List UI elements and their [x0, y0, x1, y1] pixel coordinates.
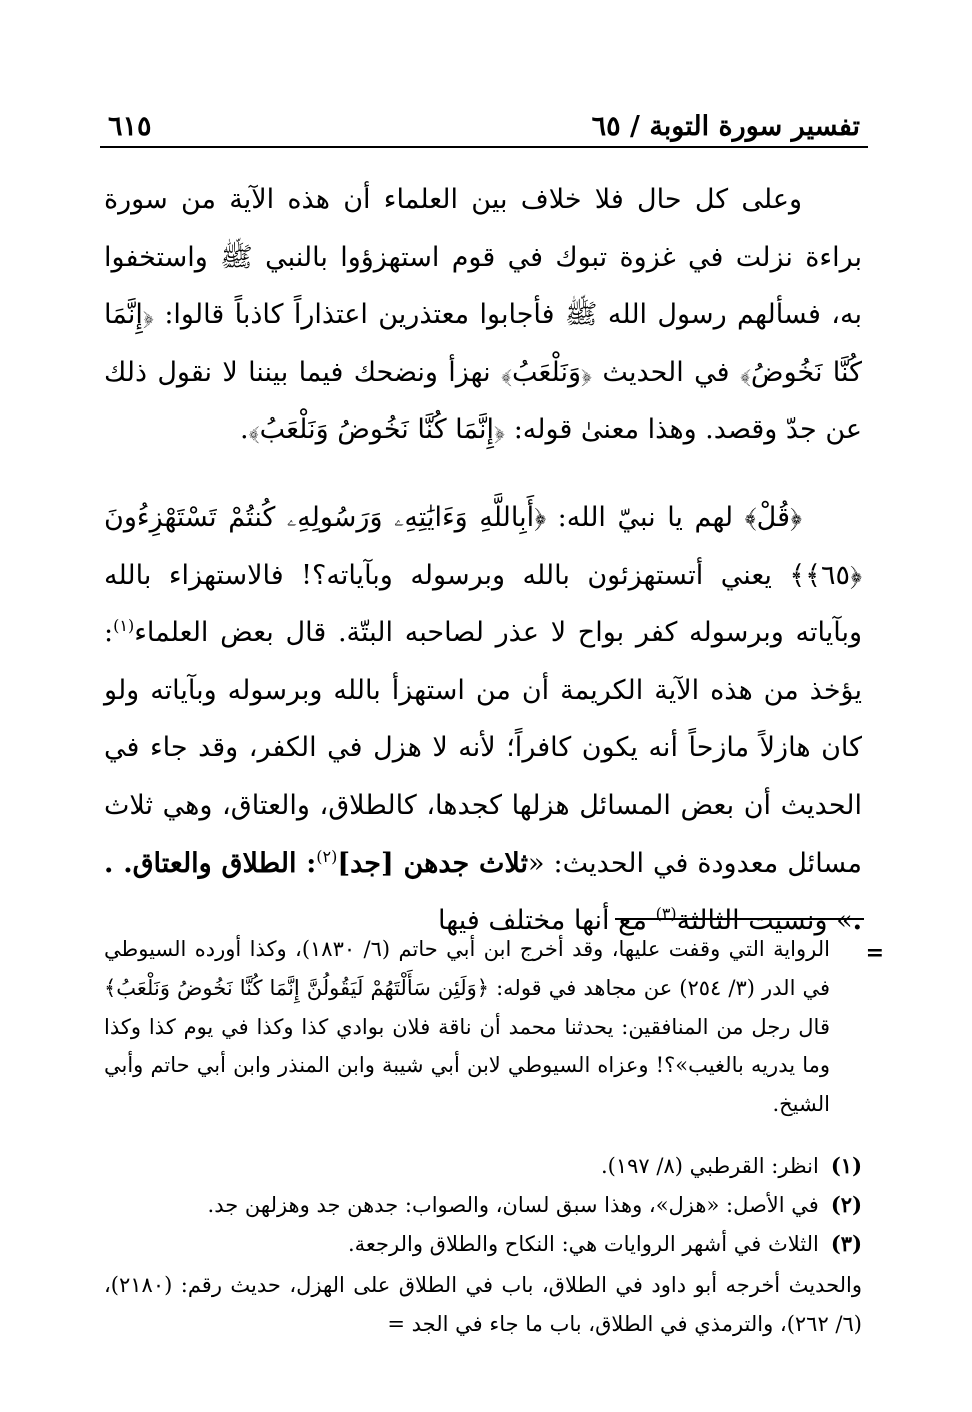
footnote-1-text: انظر: القرطبي (٨/ ١٩٧). — [600, 1154, 819, 1178]
p2-text-1: ﴿قُلْ﴾ لهم يا نبيّ الله: ﴿أَبِاللَّهِ وَءَايَٰتِهِۦ وَرَسُولِهِۦ كُنتُمْ تَسْتَهْزِءُونَ ﴿٦٥﴾﴾ يعني أتستهزئون بالله وبرسوله وبآياته؟! فالاستهزاء بالله وبآياته وبرسوله كفر بواح لا عذر لصاحبه البتّة. قال بعض العلماء — [104, 502, 862, 649]
p2-text-2: : يؤخذ من هذه الآية الكريمة أن من استهزأ بالله وبرسوله وبآياته ولو كان هازلاً مازحاً أنه يكون كافراً؛ لأنه لا هزل في الكفر، وقد جاء في الحديث أن بعض المسائل هزلها كجدها، كالطلاق، والعتاق، وهي ثلاث مسائل معدودة في الحديث: « — [104, 617, 862, 879]
footnote-ref-3: (٣) — [655, 904, 677, 924]
paragraph-2 — [104, 489, 862, 950]
footnote-continued: الرواية التي وقفت عليها، وقد أخرج ابن أبي حاتم (٦/ ١٨٣٠)، وكذا أورده السيوطي في الدر (٣/ ٢٥٤) عن مجاهد في قوله: ﴿وَلَئِن سَأَلْتَهُمْ لَيَقُولُنَّ إِنَّمَا كُنَّا نَخُوضُ وَنَلْعَبُ﴾ قال رجل من المنافقين: يحدثنا محمد أن ناقة فلان بوادي كذا وكذا في يوم كذا وكذا وما يدريه بالغيب»؟! وعزاه السيوطي لابن أبي شيبة وابن المنذر وابن أبي حاتم وأبي الشيخ. — [104, 937, 831, 1117]
paragraph-1: وعلى كل حال فلا خلاف بين العلماء أن هذه الآية من سورة براءة نزلت في غزوة تبوك في قوم استهزؤوا بالنبي ﷺ واستخفوا به، فسألهم رسول الله ﷺ فأجابوا معتذرين اعتذاراً كاذباً قالوا: ﴿إِنَّمَا كُنَّا نَخُوضُ﴾ في الحديث ﴿وَنَلْعَبُ﴾ نهزأ ونضحك فيما بيننا لا نقول ذلك عن جدّ وقصد. وهذا معنىٰ قوله: ﴿إِنَّمَا كُنَّا نَخُوضُ وَنَلْعَبُ﴾. — [104, 184, 862, 446]
footnote-2 — [104, 1186, 862, 1225]
p2-text-4: مع أنها مختلف فيها — [438, 905, 656, 937]
footnote-3-text: الثلاث في أشهر الروايات هي: النكاح والطلاق والرجعة. — [347, 1232, 819, 1256]
footnote-rule — [615, 918, 864, 920]
footnote-3 — [104, 1225, 862, 1264]
footnote-1-number: (١) — [830, 1153, 862, 1178]
page-header — [108, 92, 860, 142]
footnote-3-continued: والحديث أخرجه أبو داود في الطلاق، باب في الطلاق على الهزل، حديث رقم: (٢١٨٠)، (٦/ ٢٦٢)، والترمذي في الطلاق، باب ما جاء في الجد = — [104, 1273, 862, 1336]
footnote-1 — [104, 1147, 862, 1186]
running-title: تفسير سورة التوبة / ٦٥ — [591, 111, 860, 142]
footnote-3-number: (٣) — [830, 1231, 862, 1256]
page-number: ٦١٥ — [108, 111, 152, 142]
footnote-continuation-marker: = — [865, 940, 884, 966]
hadith-quote-2: : الطلاق والعتاق. . . — [104, 847, 862, 937]
footnote-2-number: (٢) — [830, 1192, 862, 1217]
p2-text-3: » ونسيت الثالثة — [676, 905, 853, 937]
hadith-quote: ثلاث جدهن [جد] — [337, 847, 529, 879]
footnote-ref-2: (٢) — [316, 846, 338, 866]
header-rule — [100, 146, 868, 148]
footnote-2-text: في الأصل: «هزل»، وهذا سبق لسان، والصواب: جدهن جد وهزلهن جد. — [207, 1193, 819, 1217]
footnote-ref-1: (١) — [113, 616, 135, 636]
